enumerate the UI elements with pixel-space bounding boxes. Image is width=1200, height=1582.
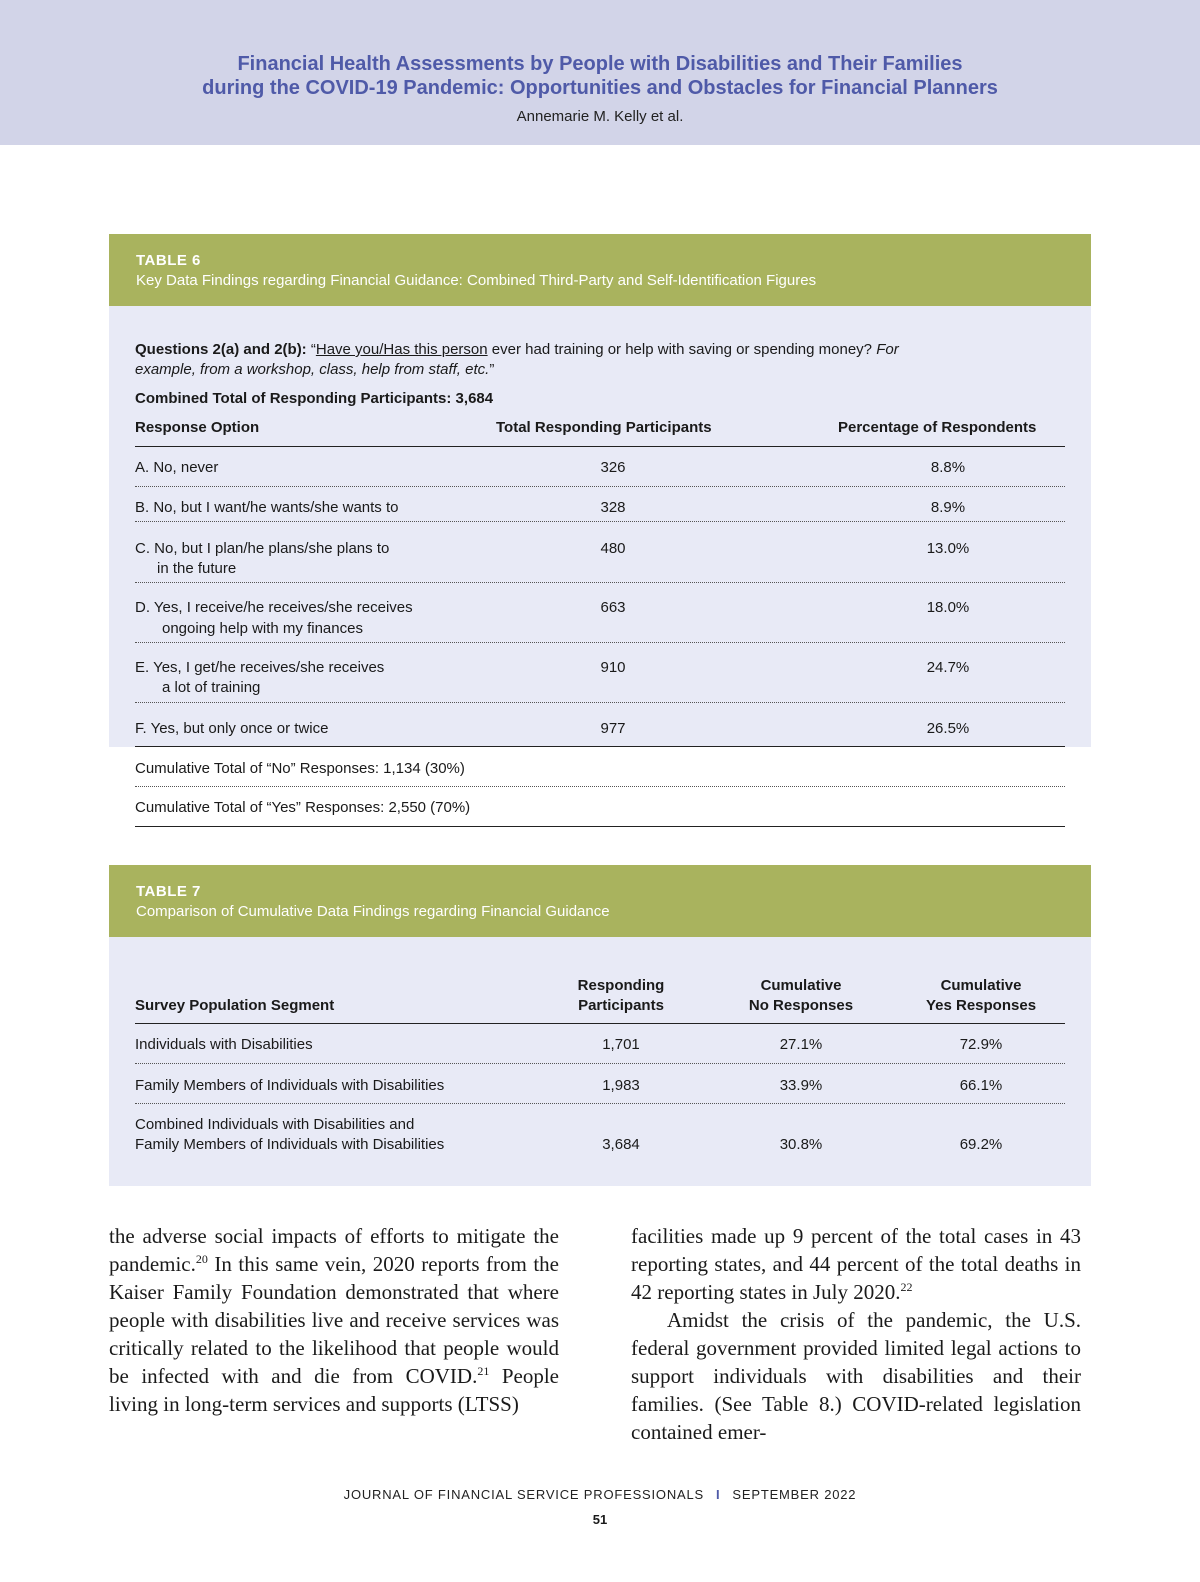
- table6-row-a-option: A. No, never: [135, 459, 219, 476]
- footnote-ref: 20: [195, 1252, 208, 1266]
- table6-row-a-pct: 8.8%: [930, 459, 966, 476]
- table6-row-f-option: F. Yes, but only once or twice: [135, 720, 329, 737]
- question-prefix: Questions 2(a) and 2(b):: [135, 341, 307, 358]
- table6-cumulative-yes: Cumulative Total of “Yes” Responses: 2,550 (70%): [135, 799, 471, 816]
- table7-row1-no: 27.1%: [779, 1036, 823, 1053]
- table7-col-yes-1: Cumulative: [940, 977, 1022, 994]
- table7-row-divider: [135, 1103, 1065, 1104]
- table7-row3-responding: 3,684: [602, 1136, 640, 1153]
- table7-row1-yes: 72.9%: [959, 1036, 1003, 1053]
- table6-row-e-option-cont: a lot of training: [162, 679, 261, 696]
- table7-row3-no: 30.8%: [779, 1136, 823, 1153]
- table7-row2-responding: 1,983: [602, 1077, 640, 1094]
- table7-row3-segment: Combined Individuals with Disabilities and: [135, 1116, 415, 1133]
- body-text-span: the adverse social impacts of efforts to mitigate the pandemic.: [109, 1224, 559, 1276]
- table6-row-f-pct: 26.5%: [926, 720, 970, 737]
- question-italic2: example, from a workshop, class, help from staff, etc.: [135, 361, 490, 378]
- table7-row-divider: [135, 1063, 1065, 1064]
- body-text-span: facilities made up 9 percent of the total cases in 43 reporting states, and 44 percent of the total deaths in 42 reporting states in July 2020.: [631, 1224, 1081, 1304]
- table7-col-no-2: No Responses: [748, 997, 854, 1014]
- body-text-span: In this same vein, 2020 reports from the Kaiser Family Foundation demonstrated that where people with disabilities live and receive services was critically related to the likelihood that people would be infected with and die from COVID.: [109, 1252, 559, 1388]
- table6-row-a-total: 326: [600, 459, 626, 476]
- table6-combined-total: Combined Total of Responding Participants: 3,684: [135, 390, 494, 407]
- article-title-line2: during the COVID-19 Pandemic: Opportunities and Obstacles for Financial Planners: [202, 77, 998, 99]
- table7-title: Comparison of Cumulative Data Findings regarding Financial Guidance: [136, 903, 610, 920]
- table6-row-b-pct: 8.9%: [930, 499, 966, 516]
- table7-label: TABLE 7: [136, 883, 201, 900]
- table6-row-e-option: E. Yes, I get/he receives/she receives: [135, 659, 385, 676]
- table6-header: [109, 234, 1091, 306]
- question-italic1: For: [876, 341, 899, 358]
- table7-col-segment: Survey Population Segment: [135, 997, 335, 1014]
- body-text-span: Amidst the crisis of the pandemic, the U.S. federal government provided limited legal actions to support individuals with disabilities and their families. (See Table 8.) COVID-related legislation contained emer-: [631, 1308, 1081, 1444]
- table7-row3-segment-cont: Family Members of Individuals with Disabilities: [135, 1136, 445, 1153]
- body-paragraph: [631, 1306, 1081, 1446]
- table6-row-d-total: 663: [600, 599, 626, 616]
- table6-row-divider: [135, 486, 1065, 487]
- table6-row-divider: [135, 521, 1065, 522]
- table6-row-c-option-cont: in the future: [157, 560, 237, 577]
- page-footer: [0, 1487, 1200, 1502]
- body-paragraph: [109, 1222, 559, 1418]
- table6-row-e-total: 910: [600, 659, 626, 676]
- table6-row-divider: [135, 642, 1065, 643]
- article-author: Annemarie M. Kelly et al.: [516, 108, 684, 125]
- question-quote-open: “: [306, 341, 316, 358]
- table6-row-e-pct: 24.7%: [926, 659, 970, 676]
- footnote-ref: 21: [477, 1364, 490, 1378]
- body-paragraph: [631, 1222, 1081, 1306]
- table6-row-d-pct: 18.0%: [926, 599, 970, 616]
- table7-col-yes-2: Yes Responses: [925, 997, 1037, 1014]
- table6-cumulative-no: Cumulative Total of “No” Responses: 1,134 (30%): [135, 760, 465, 777]
- table6-row-f-total: 977: [600, 720, 626, 737]
- table6-row-c-total: 480: [600, 540, 626, 557]
- table6-col-option: Response Option: [135, 419, 260, 436]
- table7-row3-yes: 69.2%: [959, 1136, 1003, 1153]
- table6-question-line1: [135, 340, 899, 360]
- table6-row-divider: [135, 786, 1065, 787]
- table7-col-responding-2: Participants: [578, 997, 664, 1014]
- table6-row-b-option: B. No, but I want/he wants/she wants to: [135, 499, 399, 516]
- table6-row-divider: [135, 702, 1065, 703]
- table6-row-d-option-cont: ongoing help with my finances: [162, 620, 363, 637]
- table6-row-c-pct: 13.0%: [926, 540, 970, 557]
- table6-col-total: Total Responding Participants: [496, 419, 712, 436]
- question-close: ”: [489, 361, 495, 378]
- table7-row1-segment: Individuals with Disabilities: [135, 1036, 313, 1053]
- body-text-span: People living in long-term services and supports (LTSS): [109, 1364, 560, 1416]
- table6-bottom-rule: [135, 826, 1065, 827]
- question-underlined: Have you/Has this person: [315, 341, 488, 358]
- issue-date: SEPTEMBER 2022: [732, 1487, 857, 1502]
- table6-rows-end-rule: [135, 746, 1065, 747]
- table6-row-divider: [135, 582, 1065, 583]
- page-number: 51: [592, 1512, 608, 1527]
- table7-col-responding-1: Responding: [577, 977, 665, 994]
- table6-label: TABLE 6: [136, 252, 201, 269]
- journal-name: JOURNAL OF FINANCIAL SERVICE PROFESSIONALS: [343, 1487, 704, 1502]
- table6-row-d-option: D. Yes, I receive/he receives/she receives: [135, 599, 413, 616]
- question-rest: ever had training or help with saving or spending money?: [487, 341, 877, 358]
- table7-header-rule: [135, 1023, 1065, 1024]
- footnote-ref: 22: [900, 1280, 913, 1294]
- footer-separator: I: [716, 1487, 721, 1502]
- body-column-left: [109, 1222, 559, 1418]
- table6-row-c-option: C. No, but I plan/he plans/she plans to: [135, 540, 390, 557]
- table7-row2-segment: Family Members of Individuals with Disabilities: [135, 1077, 445, 1094]
- table6-title: Key Data Findings regarding Financial Guidance: Combined Third-Party and Self-Identification Figures: [136, 272, 817, 289]
- body-column-right: [631, 1222, 1081, 1446]
- table7-row1-responding: 1,701: [602, 1036, 640, 1053]
- table7-col-no-1: Cumulative: [760, 977, 842, 994]
- table6-header-rule: [135, 446, 1065, 447]
- table6-row-b-total: 328: [600, 499, 626, 516]
- article-title-line1: Financial Health Assessments by People with Disabilities and Their Families: [237, 53, 963, 75]
- table7-row2-yes: 66.1%: [959, 1077, 1003, 1094]
- table6-question-line2: [135, 360, 494, 380]
- page-header: [0, 0, 1200, 145]
- table6-col-pct: Percentage of Respondents: [838, 419, 1037, 436]
- table7-row2-no: 33.9%: [779, 1077, 823, 1094]
- table7-header: [109, 865, 1091, 937]
